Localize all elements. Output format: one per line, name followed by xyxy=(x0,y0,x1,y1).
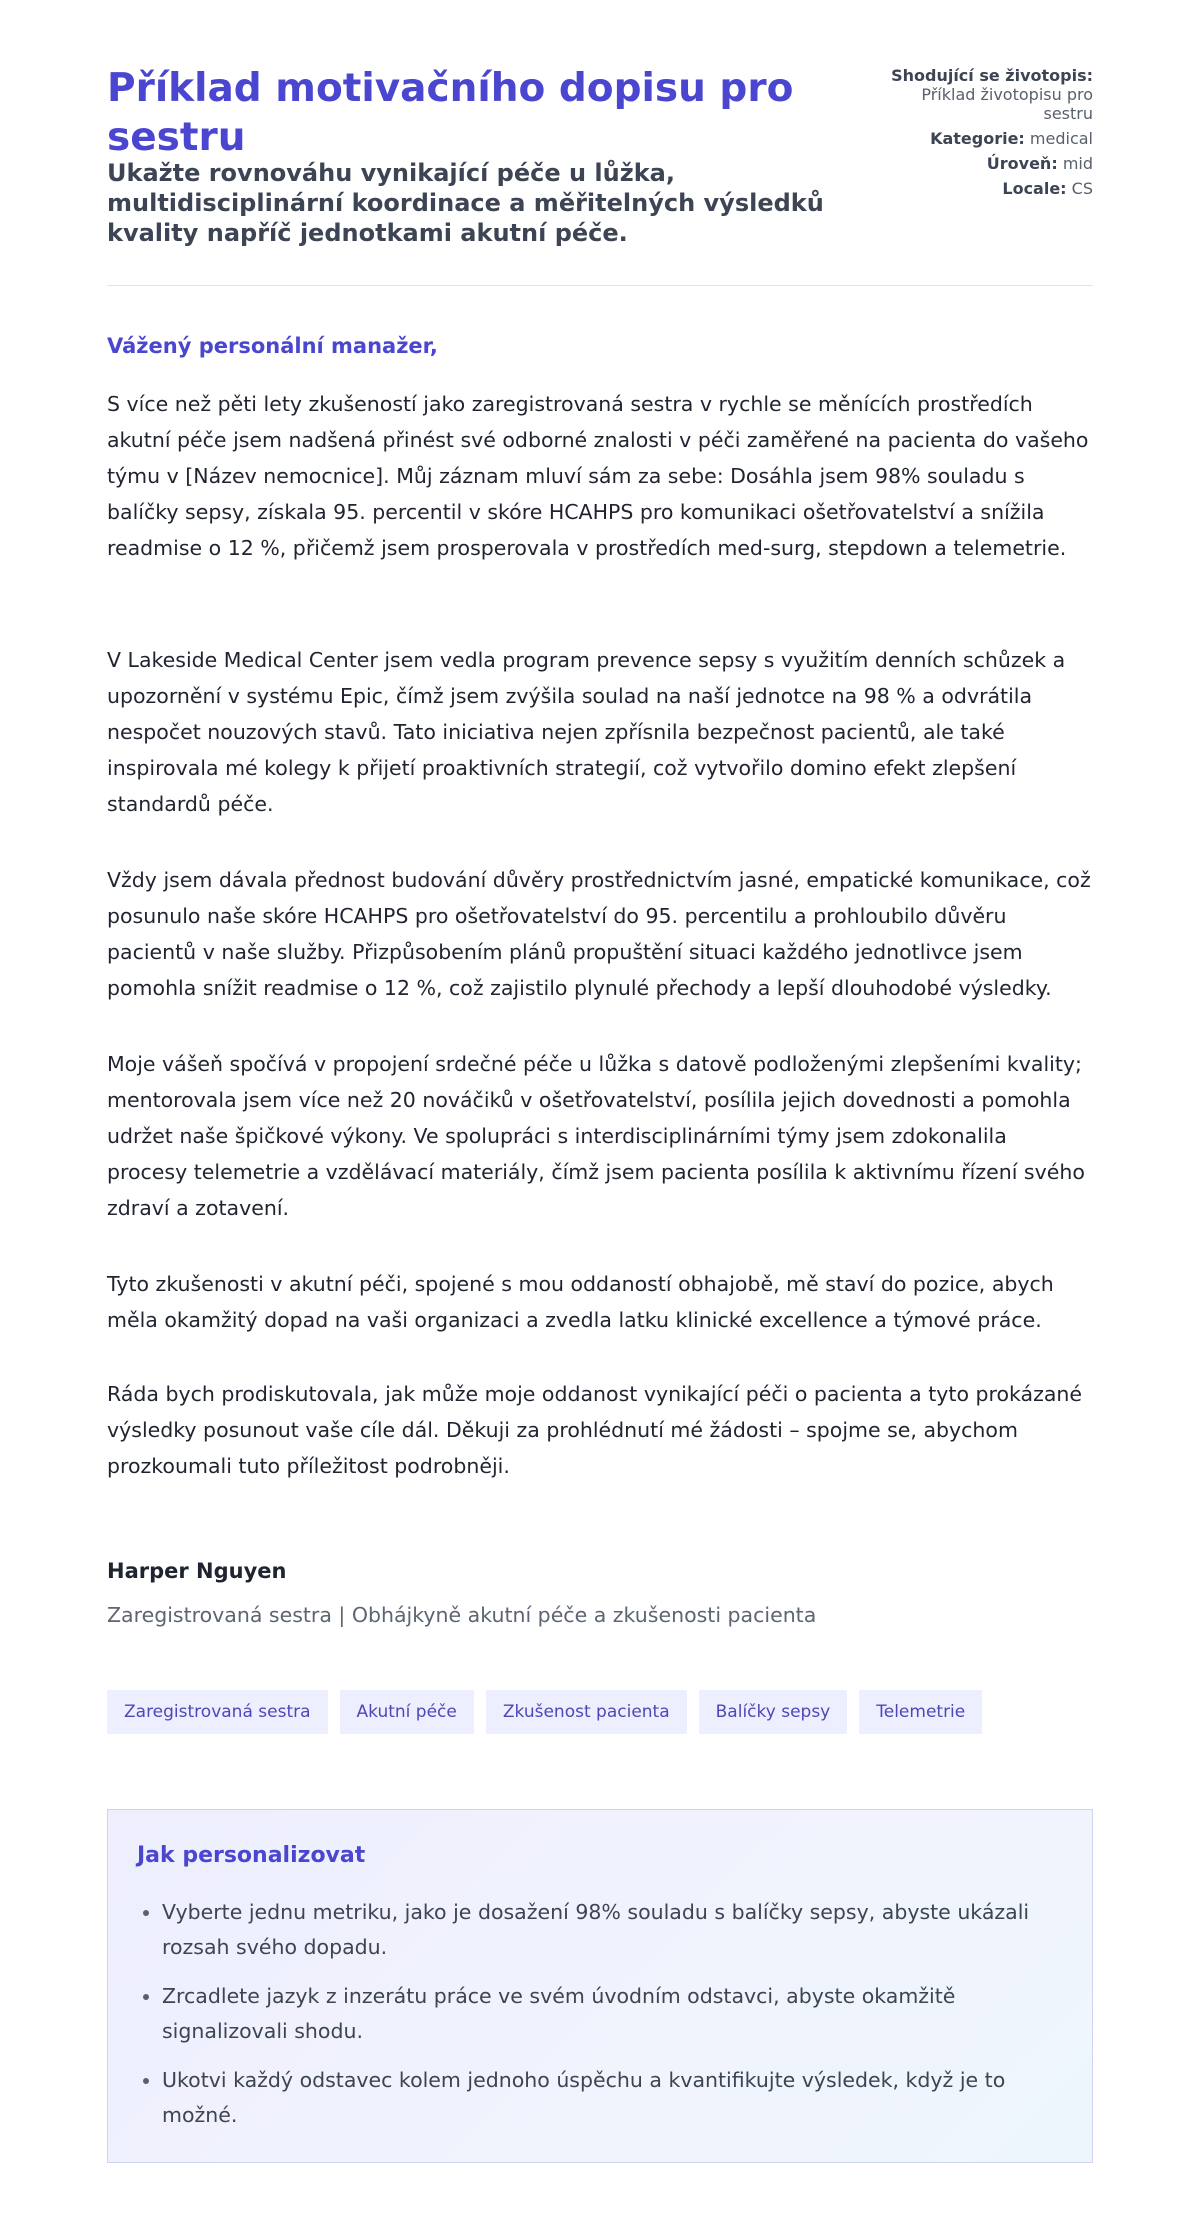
page-subtitle: Ukažte rovnováhu vynikající péče u lůžka, multidisciplinární koordinace a měřitelných výsledků kvality napříč jednotkami akutní péče. xyxy=(107,159,824,247)
meta-value: CS xyxy=(1071,179,1093,198)
tag-chip: Zkušenost pacienta xyxy=(486,1690,687,1734)
tips-list xyxy=(134,1895,1072,2147)
meta-category xyxy=(873,129,1093,148)
page-header xyxy=(107,0,1093,286)
content-column xyxy=(107,0,1093,2127)
signature-role: Zaregistrovaná sestra | Obhájkyně akutní péče a zkušenosti pacienta xyxy=(107,1603,817,1627)
tag-chip: Telemetrie xyxy=(859,1690,982,1734)
letter-paragraph: Ráda bych prodiskutovala, jak může moje oddanost vynikající péči o pacienta a tyto prokázané výsledky posunout vaše cíle dál. Děkuji za prohlédnutí mé žádosti – spojme se, abychom prozkoumali tuto příležitost podrobněji. xyxy=(107,1382,1083,1478)
meta-label: Locale: xyxy=(1002,179,1067,198)
tag-list xyxy=(107,1690,994,1734)
meta-value: Příklad životopisu pro sestru xyxy=(921,85,1093,123)
tag-chip: Zaregistrovaná sestra xyxy=(107,1690,328,1734)
meta-label: Kategorie: xyxy=(930,129,1025,148)
tag-chip: Balíčky sepsy xyxy=(699,1690,848,1734)
letter-paragraph: S více než pěti lety zkušeností jako zaregistrovaná sestra v rychle se měnících prostředích akutní péče jsem nadšená přinést své odborné znalosti v péči zaměřené na pacienta do vašeho týmu v [Název nemocnice]. Můj záznam mluví sám za sebe: Dosáhla jsem 98% souladu s balíčky sepsy, získala 95. percentil v skóre HCAHPS pro komunikaci ošetřovatelství a snížila readmise o 12 %, přičemž jsem prosperovala v prostředích med-surg, stepdown a telemetrie. xyxy=(107,392,1089,560)
letter-paragraph: Vždy jsem dávala přednost budování důvěry prostřednictvím jasné, empatické komunikace, což posunulo naše skóre HCAHPS pro ošetřovatelství do 95. percentilu a prohloubilo důvěru pacientů v naše služby. Přizpůsobením plánů propuštění situaci každého jednotlivce jsem pomohla snížit readmise o 12 %, což zajistilo plynulé přechody a lepší dlouhodobé výsledky. xyxy=(107,868,1091,1000)
meta-label: Úroveň: xyxy=(986,154,1058,173)
meta-locale xyxy=(873,179,1093,198)
meta-matching-resume xyxy=(873,66,1093,123)
page-title: Příklad motivačního dopisu pro sestru xyxy=(107,66,794,160)
tip-item: • Ukotvi každý odstavec kolem jednoho úspěchu a kvantifikujte výsledek, když je to možné. xyxy=(162,2063,1072,2133)
letter-paragraph: Moje vášeň spočívá v propojení srdečné péče u lůžka s datově podloženými zlepšeními kvality; mentorovala jsem více než 20 nováčiků v ošetřovatelství, posílila jejich dovednosti a pomohla udržet naše špičkové výkony. Ve spolupráci s interdisciplinárními týmy jsem zdokonalila procesy telemetrie a vzdělávací materiály, čímž jsem pacienta posílila k aktivnímu řízení svého zdraví a zotavení. xyxy=(107,1052,1085,1220)
meta-value: medical xyxy=(1029,129,1093,148)
meta-label: Shodující se životopis: xyxy=(891,66,1093,85)
letter-salutation: Vážený personální manažer, xyxy=(107,334,438,358)
tag-chip: Akutní péče xyxy=(340,1690,474,1734)
letter-paragraph: V Lakeside Medical Center jsem vedla program prevence sepsy s využitím denních schůzek a upozornění v systému Epic, čímž jsem zvýšila soulad na naší jednotce na 98 % a odvrátila nespočet nouzových stavů. Tato iniciativa nejen zpřísnila bezpečnost pacientů, ale také inspirovala mé kolegy k přijetí proaktivních strategií, což vytvořilo domino efekt zlepšení standardů péče. xyxy=(107,648,1066,816)
meta-info xyxy=(873,66,1093,204)
tip-item: • Vyberte jednu metriku, jako je dosažení 98% souladu s balíčky sepsy, abyste ukázali rozsah svého dopadu. xyxy=(162,1895,1072,1965)
tips-title: Jak personalizovat xyxy=(137,1843,366,1868)
letter-paragraph: Tyto zkušenosti v akutní péči, spojené s mou oddaností obhajobě, mě staví do pozice, abych měla okamžitý dopad na vaši organizaci a zvedla latku klinické excellence a týmové práce. xyxy=(107,1272,1054,1332)
tip-item: • Zrcadlete jazyk z inzerátu práce ve svém úvodním odstavci, abyste okamžitě signalizovali shodu. xyxy=(162,1979,1072,2049)
personalization-tips-box xyxy=(107,1809,1093,2163)
meta-level xyxy=(873,154,1093,173)
signature-name: Harper Nguyen xyxy=(107,1559,287,1583)
meta-value: mid xyxy=(1062,154,1093,173)
